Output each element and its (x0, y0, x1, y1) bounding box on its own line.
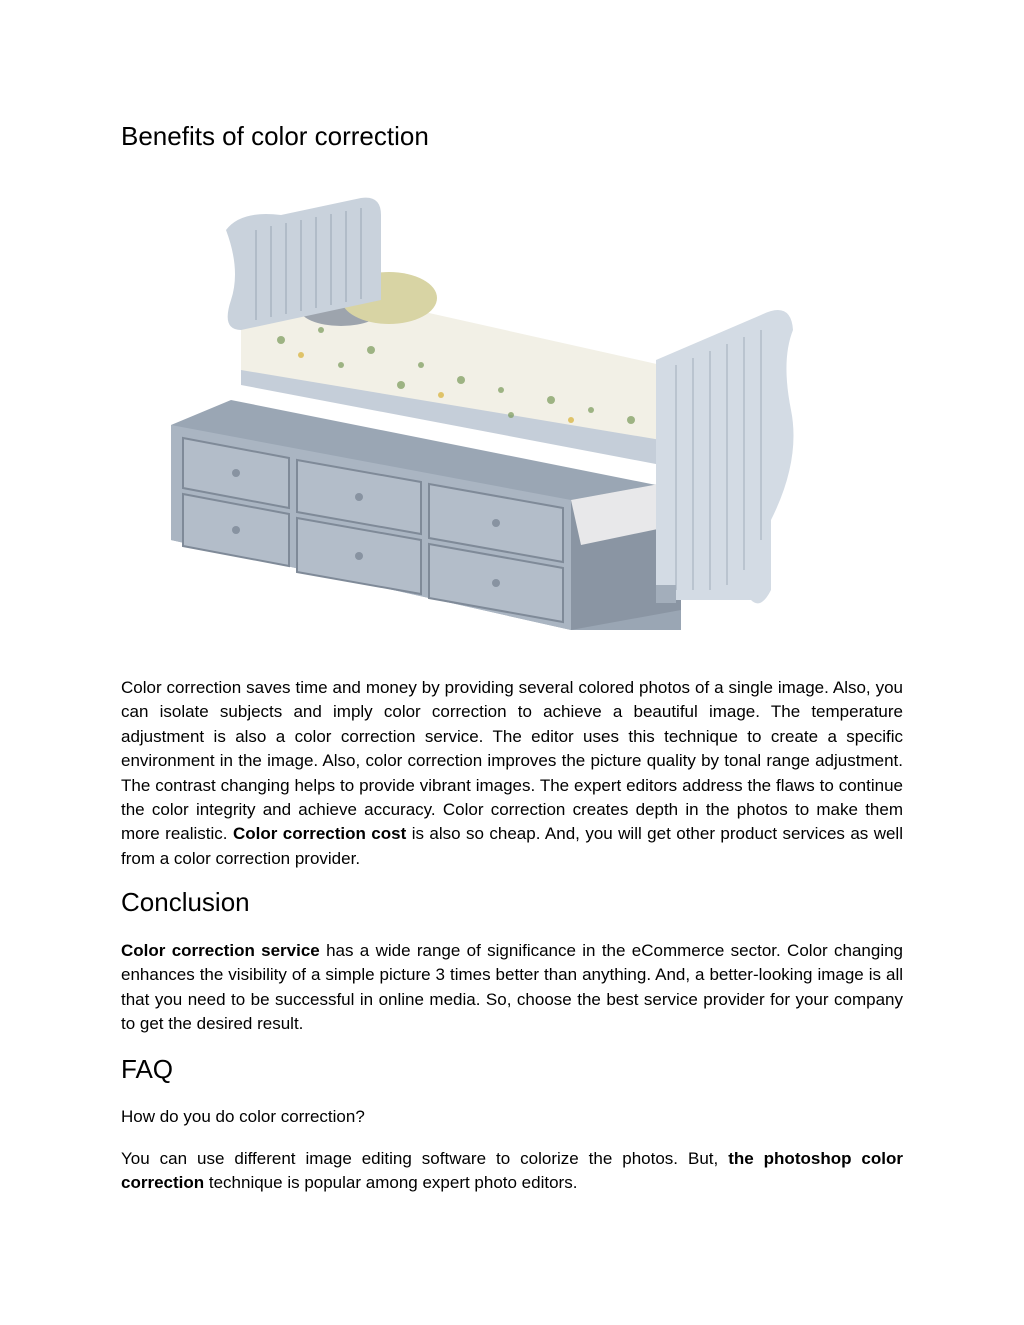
text-run: Color correction saves time and money by providing several colored photos of a single image. Also, you can isolate subjects and imply color correction to achieve a beautiful image. The temperature adjustment is also a color correction service. The editor uses this technique to create a specific environment in the image. Also, color correction improves the picture quality by tonal range adjustment. The contrast changing helps to provide vibrant images. The expert editors address the flaws to continue the color integrity and achieve accuracy. Color correction creates depth in the photos to make them more realistic. (121, 678, 903, 844)
bold-run: Color correction service (121, 941, 320, 960)
bold-run: Color correction cost (232, 824, 407, 844)
text-run: technique is popular among expert photo editors. (204, 1173, 578, 1193)
section-heading-conclusion: Conclusion (121, 887, 250, 917)
text-run: is also so cheap. And, you will get other product services as well from a color correction provider. (121, 824, 903, 868)
bold-run: the photoshop color correction (121, 1149, 903, 1193)
faq-answer (121, 1147, 903, 1196)
text-run: has a wide range of significance in the eCommerce sector. Color changing enhances the visibility of a simple picture 3 times better than anything. And, a better-looking image is all that you need to be successful in online media. So, choose the best service provider for your company to get the desired result. (121, 941, 904, 1034)
section-heading-faq: FAQ (121, 1054, 174, 1084)
benefits-paragraph (121, 676, 903, 871)
section-heading-benefits: Benefits of color correction (121, 121, 429, 151)
faq-question: How do you do color correction? (121, 1107, 365, 1126)
text-run: You can use different image editing software to colorize the photos. But, (121, 1149, 729, 1168)
bed-product-photo (161, 190, 831, 640)
conclusion-paragraph (121, 939, 903, 1037)
